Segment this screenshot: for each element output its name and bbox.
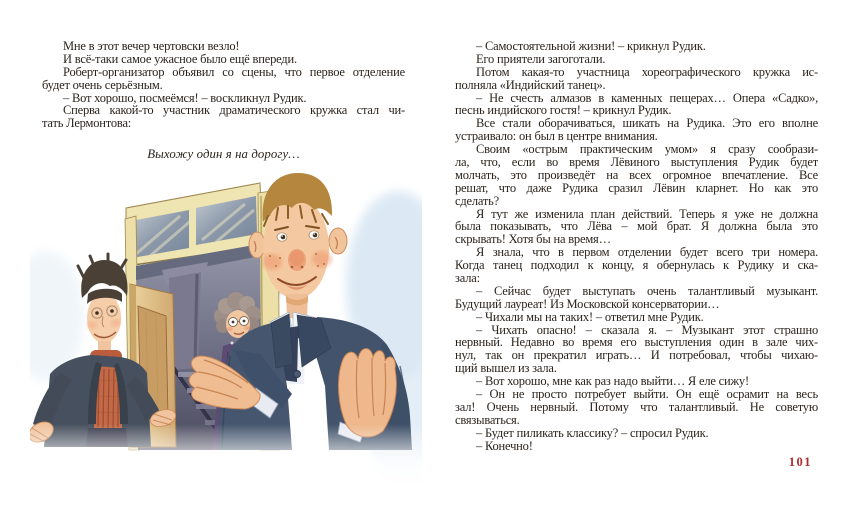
text-line: щий вышел из зала. — [455, 362, 557, 376]
text-line: связываться. — [455, 413, 520, 427]
text-line: тать Лермонтова: — [42, 117, 132, 131]
page-number: 101 — [788, 455, 812, 469]
text-line: сделать? — [455, 194, 500, 208]
text-line: – Он не просто потребует выйти. Он ещё осрамит на весь — [476, 388, 818, 401]
text-line: молчать, это произведёт на всех огромное впечатление. Все — [455, 168, 818, 182]
text-line: – Вот хорошо, мне как раз надо выйти… Я еле сижу! — [476, 375, 749, 389]
text-line: – Вот хорошо, посмеёмся! – воскликнул Рудик. — [63, 91, 307, 105]
fade-out — [30, 424, 422, 506]
text-line: Потом какая-то участница хореографического кружка ис- — [476, 65, 818, 79]
text-line: полняла «Индийский танец». — [455, 78, 606, 92]
text-line: зала: — [455, 272, 480, 285]
text-line: будет очень серьёзным. — [42, 78, 163, 92]
text-line: Я знала, что в первом отделении будет всего три номера. — [476, 246, 818, 260]
text-line: Своим «острым практическим умом» я сразу сообрази- — [476, 143, 818, 157]
text-line: – Сейчас будет выступать очень талантливый музыкант. — [476, 284, 818, 298]
text-line: Его приятели загоготали. — [476, 52, 606, 66]
right-page-text — [455, 40, 818, 453]
text-line: решат, что даже Рудика сразил Лёвин кларнет. Но как это — [455, 181, 818, 195]
text-line: устраивало: он был в центре внимания. — [455, 130, 658, 144]
text-line: – Чихать опасно! – сказала я. – Музыкант этот страшно — [476, 323, 818, 337]
text-line: Мне в этот вечер чертовски везло! — [63, 40, 240, 53]
text-line: зал! Очень нервный. Потому что талантливый. Не советую — [455, 400, 818, 414]
poem-line: Выхожу один я на дорогу… — [147, 147, 300, 161]
text-line: – Не счесть алмазов в каменных пещерах… Опера «Садко», — [476, 91, 818, 105]
text-line: Когда танец подходил к концу, я обернулась к Рудику и ска- — [455, 259, 818, 273]
text-line: нервный. Недавно во время его выступления один в зале чих- — [455, 336, 818, 350]
text-line: – Конечно! — [476, 439, 533, 453]
text-line: ла, что, если во время Лёвиного выступления Рудик будет — [455, 156, 818, 169]
text-line: нул, так он прекратил играть… И потребовал, чтобы чихаю- — [455, 349, 818, 363]
text-line: песнь индийского гостя! – крикнул Рудик. — [455, 104, 672, 118]
text-line: Роберт-организатор объявил со сцены, что первое отделение — [63, 65, 405, 79]
text-line: – Самостоятельной жизни! – крикнул Рудик. — [476, 40, 706, 53]
left-page-text — [42, 40, 405, 130]
text-line: Сперва какой-то участник драматического кружка стал чи- — [63, 104, 405, 118]
text-line: Будущий лауреат! Из Московской консерватории… — [455, 297, 720, 311]
text-line: скрывать! Хотя бы на время… — [455, 233, 611, 247]
text-line: Я тут же изменила план действий. Теперь я уже не должна — [476, 207, 818, 221]
text-line: И всё-таки самое ужасное было ещё впереди. — [63, 52, 297, 66]
text-line: – Будет пиликать классику? – спросил Рудик. — [476, 426, 709, 440]
text-line: Все стали оборачиваться, шикать на Рудика. Это его вполне — [476, 117, 818, 131]
illustration — [30, 166, 422, 506]
text-line: была показывать, что Лёва – мой брат. Я должна была это — [455, 220, 818, 234]
text-line: – Чихали мы на таких! – ответил мне Рудик. — [476, 310, 704, 324]
